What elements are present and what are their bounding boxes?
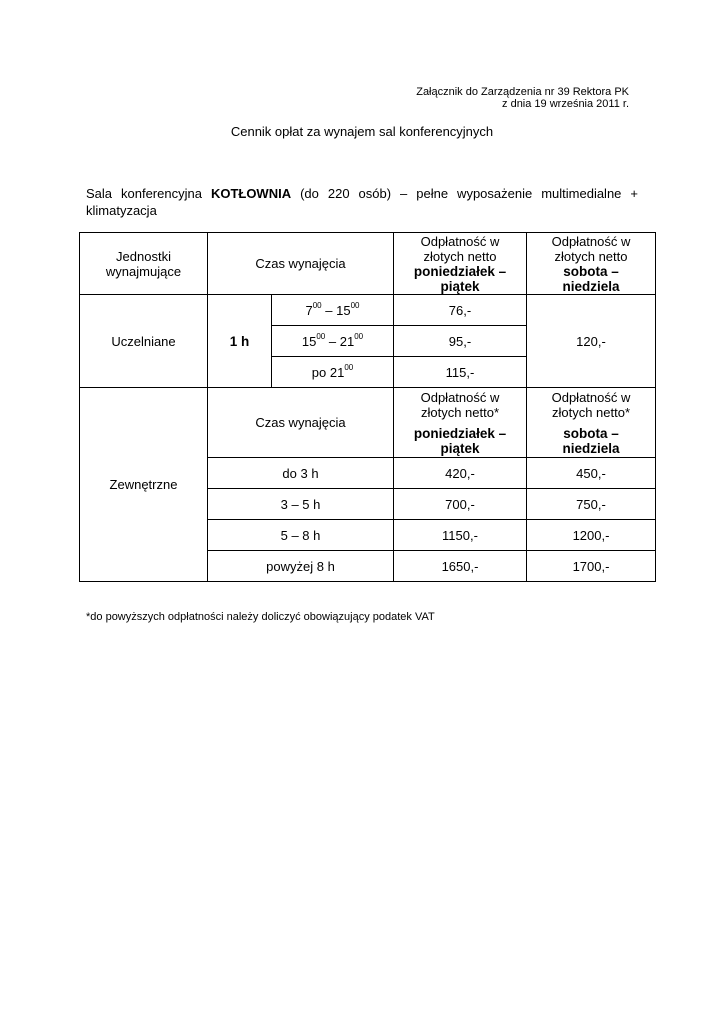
slot-prefix: po 21 [311,364,345,380]
slot-to-minutes: 00 [354,331,364,341]
table-header-row [80,233,656,295]
weekday-price: 700,- [394,489,527,520]
slot-from-hour: 15 [301,333,317,349]
document-header [416,86,629,110]
weekday-label-1: poniedziałek – [413,425,507,441]
header-weekend-price [527,388,656,458]
weekday-label-2: piątek [440,278,480,294]
price-table [79,232,656,582]
intro-text-1: Sala konferencyjna [86,186,211,201]
rental-time: 5 – 8 h [208,520,394,551]
weekday-price: 95,- [394,326,527,357]
header-line-1: Załącznik do Zarządzenia nr 39 Rektora PK [416,86,629,98]
price-label-1: Odpłatność w [420,233,500,249]
weekend-price: 750,- [527,489,656,520]
table-row [80,295,656,326]
price-label-1: Odpłatność w [551,389,631,405]
weekend-label-2: niedziela [562,440,620,456]
slot-separator: – [321,302,337,318]
header-unit-line-1: Jednostki [116,248,171,264]
hall-name: KOTŁOWNIA [210,186,292,201]
time-slot [272,357,394,388]
header-weekend-price [527,233,656,295]
header-weekday-price [394,233,527,295]
time-slot [272,326,394,357]
weekend-price: 1200,- [527,520,656,551]
rental-time: do 3 h [208,458,394,489]
header-line-2: z dnia 19 września 2011 r. [502,98,629,110]
intro-text-2: (do 220 osób) – pełne wyposażenie multimedialne + klimatyzacja [86,186,638,218]
weekend-price: 1700,- [527,551,656,582]
weekday-price: 76,- [394,295,527,326]
weekday-price: 115,- [394,357,527,388]
price-label-2: złotych netto [423,248,497,264]
price-label-2: złotych netto [554,248,628,264]
weekend-label-1: sobota – [563,425,619,441]
slot-to-hour: 15 [336,302,351,318]
header-time: Czas wynajęcia [208,388,394,458]
footnote: *do powyższych odpłatności należy doliczyć obowiązujący podatek VAT [86,611,435,623]
rental-time: 3 – 5 h [208,489,394,520]
slot-to-minutes: 00 [350,300,360,310]
header-weekday-price [394,388,527,458]
weekend-price: 120,- [527,295,656,388]
slot-separator: – [325,333,340,349]
header-unit-line-2: wynajmujące [105,263,182,279]
price-label-1: Odpłatność w [420,389,500,405]
rental-time: powyżej 8 h [208,551,394,582]
weekday-label-2: piątek [440,440,480,456]
slot-from-minutes: 00 [312,300,322,310]
price-label-1: Odpłatność w [551,233,631,249]
weekday-label-1: poniedziałek – [413,263,507,279]
price-label-2: złotych netto* [551,404,631,420]
weekend-label-2: niedziela [562,278,620,294]
time-slot [272,295,394,326]
header-time: Czas wynajęcia [208,233,394,295]
weekend-label-1: sobota – [563,263,619,279]
table-subheader-row [80,388,656,458]
unit-uczelniane: Uczelniane [80,295,208,388]
weekday-price: 420,- [394,458,527,489]
weekday-price: 1650,- [394,551,527,582]
page-title: Cennik opłat za wynajem sal konferencyjnych [230,124,494,139]
duration-1h: 1 h [208,295,272,388]
slot-minutes: 00 [344,362,354,372]
weekday-price: 1150,- [394,520,527,551]
hall-description [86,185,638,219]
weekend-price: 450,- [527,458,656,489]
header-unit [80,233,208,295]
slot-from-hour: 7 [305,302,313,318]
price-label-2: złotych netto* [420,404,500,420]
slot-to-hour: 21 [339,333,355,349]
unit-zewnetrzne: Zewnętrzne [80,388,208,582]
slot-from-minutes: 00 [316,331,326,341]
